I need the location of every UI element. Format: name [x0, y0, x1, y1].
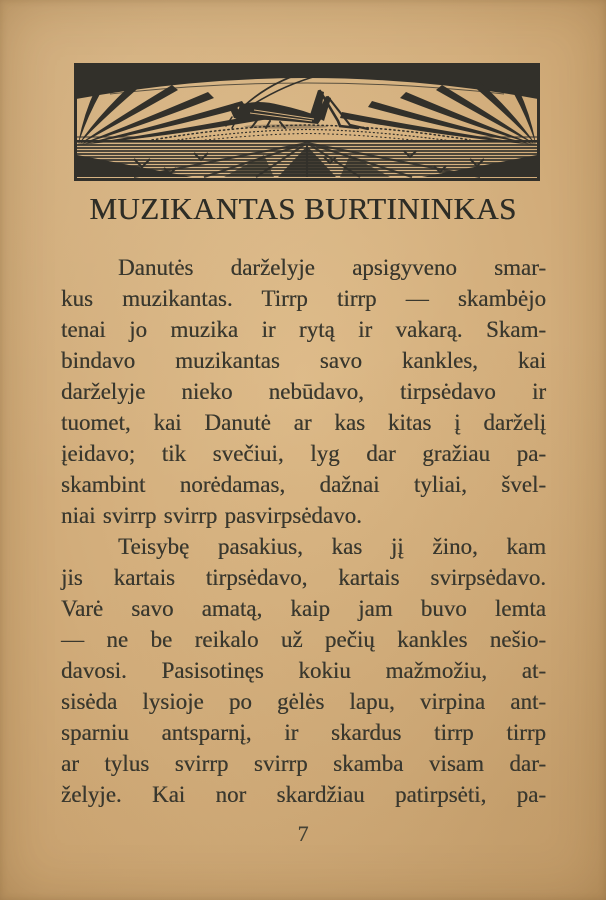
horizon-line	[76, 140, 538, 143]
text-line: įeidavo; tik svečiui, lyg dar gražiau pa-	[61, 441, 546, 466]
text-line: tenai jo muzika ir rytą ir vakarą. Skam-	[61, 317, 546, 342]
text-line: — ne be reikalo už pečių kankles nešio-	[61, 627, 546, 652]
text-line: bindavo muzikantas savo kankles, kai	[61, 348, 546, 373]
text-line: niai svirrp svirrp pasvirpsėdavo.	[61, 503, 362, 528]
text-line: kus muzikantas. Tirrp tirrp — skambėjo	[61, 286, 546, 311]
sky-arch-band	[76, 65, 538, 99]
text-line: sparniu antsparnį, ir skardus tirrp tirrp	[61, 720, 546, 745]
text-line: davosi. Pasisotinęs kokiu mažmožiu, at-	[61, 658, 546, 683]
page-title: MUZIKANTAS BURTININKAS	[89, 191, 517, 226]
page-number: 7	[297, 821, 309, 846]
text-line: tuomet, kai Danutė ar kas kitas į darželį	[61, 410, 546, 435]
grasshopper-woodcut-svg	[74, 63, 540, 181]
body-text	[61, 252, 546, 810]
text-line: skambint norėdamas, dažnai tyliai, švel-	[61, 472, 546, 497]
text-line: Teisybę pasakius, kas jį žino, kam	[118, 534, 546, 559]
text-line: Danutės darželyje apsigyveno smar-	[118, 255, 546, 280]
text-line: Varė savo amatą, kaip jam buvo lemta	[61, 596, 546, 621]
text-line: sisėda lysioje po gėlės lapu, virpina ant-	[61, 689, 546, 714]
text-line: darželyje nieko nebūdavo, tirpsėdavo ir	[61, 379, 546, 404]
grasshopper-woodcut-illustration	[74, 63, 540, 181]
text-line: jis kartais tirpsėdavo, kartais svirpsėdavo.	[61, 565, 546, 590]
text-line: želyje. Kai nor skardžiau patirpsėti, pa-	[61, 782, 546, 807]
text-line: ar tylus svirrp svirrp skamba visam dar-	[61, 751, 546, 776]
plowed-field	[77, 143, 537, 177]
